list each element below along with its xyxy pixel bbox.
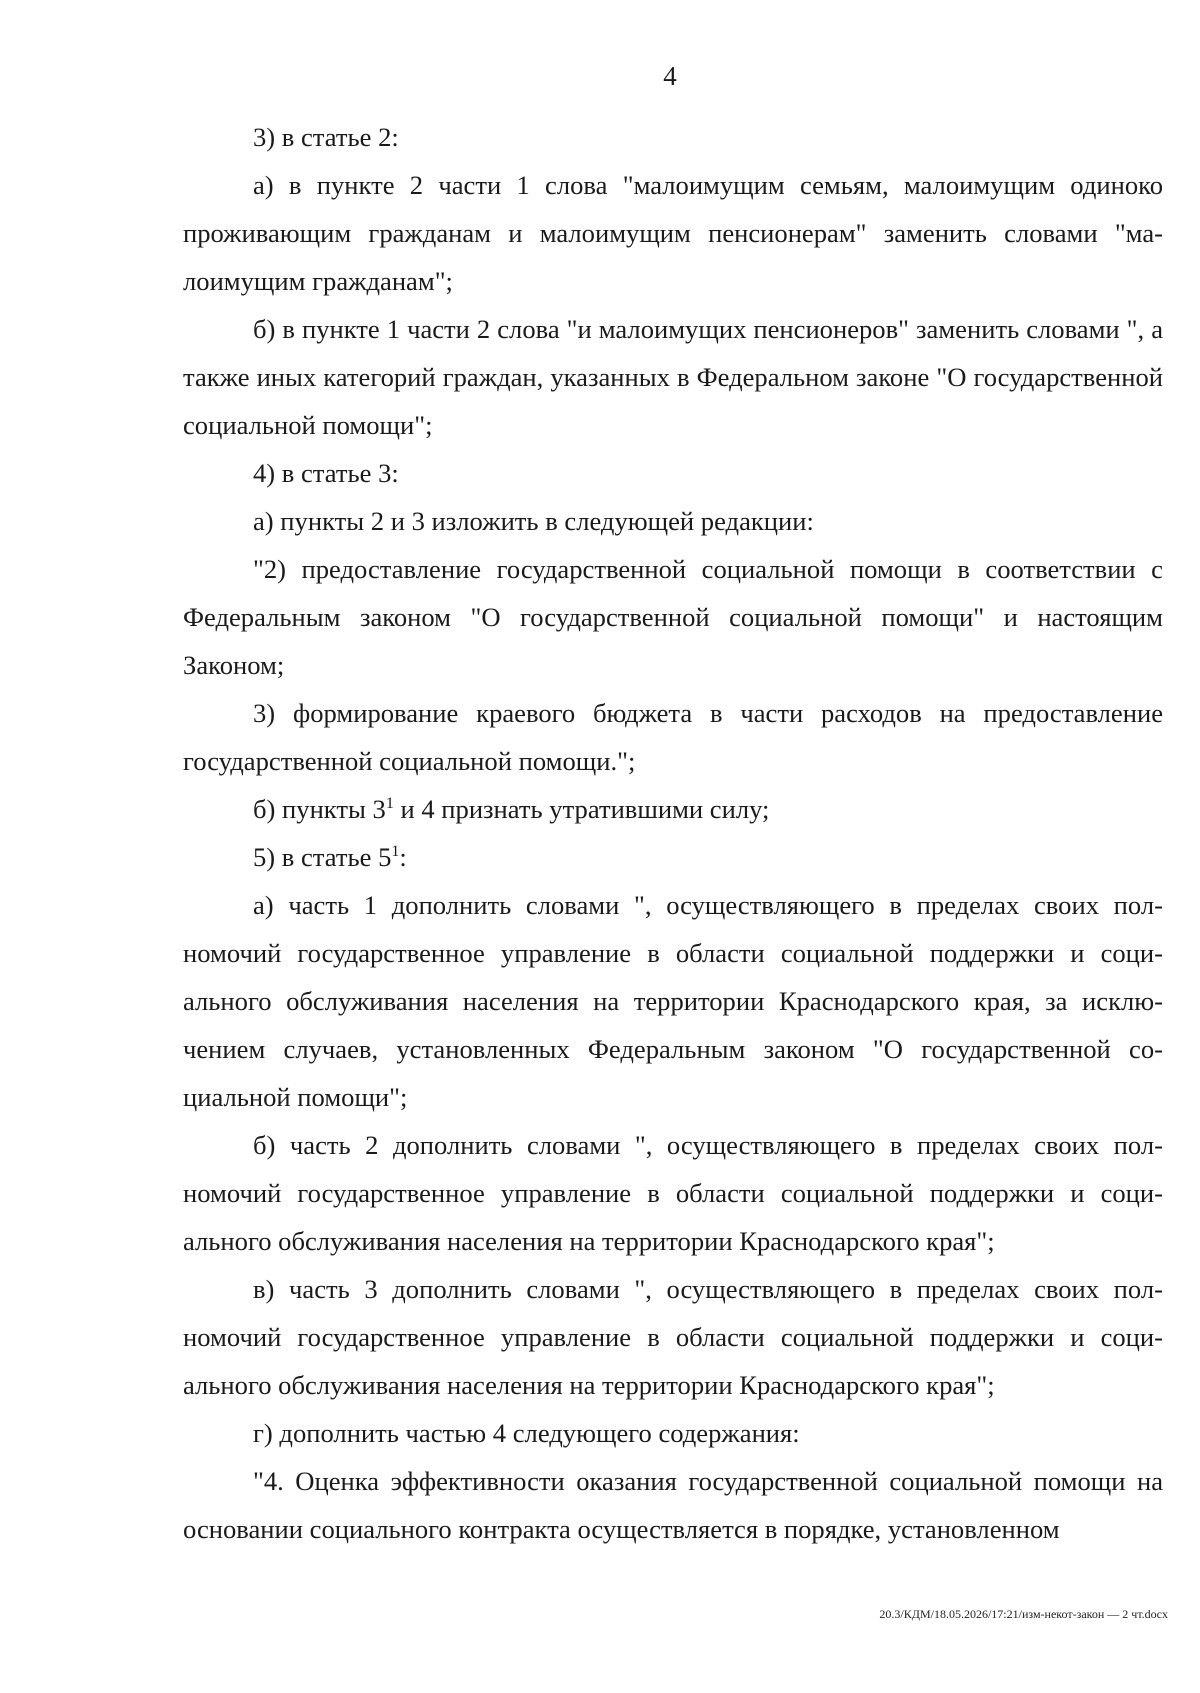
paragraph-article-5-1-a: а) часть 1 дополнить словами ", осуществляющего в пределах своих полномочий государственное управление в области социальной поддержки и социального обслуживания населения на территории Краснодарского края, за исключением случаев, установленных Федеральным законом "О государственной социальной помощи"; bbox=[183, 890, 1163, 1112]
paragraph-article-5-1-v: в) часть 3 дополнить словами ", осуществляющего в пределах своих полномочий государственное управление в области социальной поддержки и социального обслуживания населения на территории Краснодарского края"; bbox=[183, 1274, 1163, 1400]
paragraph-text-part: : bbox=[399, 842, 407, 872]
superscript: 1 bbox=[385, 795, 394, 812]
paragraph-item-3-text: 3) формирование краевого бюджета в части расходов на предоставление государственной социальной помощи."; bbox=[183, 698, 1163, 776]
superscript: 1 bbox=[391, 843, 400, 860]
paragraph-article-2-a: а) в пункте 2 части 1 слова "малоимущим семьям, малоимущим одиноко проживающим гражданам и малоимущим пенсионерам" заменить словами "малоимущим гражданам"; bbox=[183, 170, 1163, 296]
paragraph-part-4-text: "4. Оценка эффективности оказания государственной социальной помощи на основании социального контракта осуществляется в порядке, установленном bbox=[183, 1466, 1163, 1544]
paragraph-item-2-text: "2) предоставление государственной социальной помощи в соответствии с Федеральным законом "О государственной социальной помощи" и настоящим Законом; bbox=[183, 554, 1163, 680]
file-path-footer: 20.3/КДМ/18.05.2026/17:21/изм-некот-закон — 2 чт.docx bbox=[879, 1607, 1168, 1621]
paragraph-article-5-1 bbox=[183, 833, 1163, 881]
document-body bbox=[183, 113, 1163, 1553]
paragraph-text-part: и 4 признать утратившими силу; bbox=[393, 794, 770, 824]
page-number: 4 bbox=[663, 61, 677, 91]
paragraph-article-3-b bbox=[183, 785, 1163, 833]
paragraph-article-5-1-g: г) дополнить частью 4 следующего содержания: bbox=[253, 1418, 800, 1448]
paragraph-text-part: б) пункты 3 bbox=[253, 794, 386, 824]
paragraph-article-3: 4) в статье 3: bbox=[253, 458, 399, 488]
paragraph-article-2: 3) в статье 2: bbox=[253, 122, 399, 152]
paragraph-article-5-1-b: б) часть 2 дополнить словами ", осуществляющего в пределах своих полномочий государственное управление в области социальной поддержки и социального обслуживания населения на территории Краснодарского края"; bbox=[183, 1130, 1163, 1256]
paragraph-text-part: 5) в статье 5 bbox=[253, 842, 392, 872]
paragraph-article-2-b: б) в пункте 1 части 2 слова "и малоимущих пенсионеров" заменить словами ", а также иных категорий граждан, указанных в Федеральном законе "О государственной социальной помощи"; bbox=[183, 314, 1163, 440]
paragraph-article-3-a: а) пункты 2 и 3 изложить в следующей редакции: bbox=[253, 506, 814, 536]
